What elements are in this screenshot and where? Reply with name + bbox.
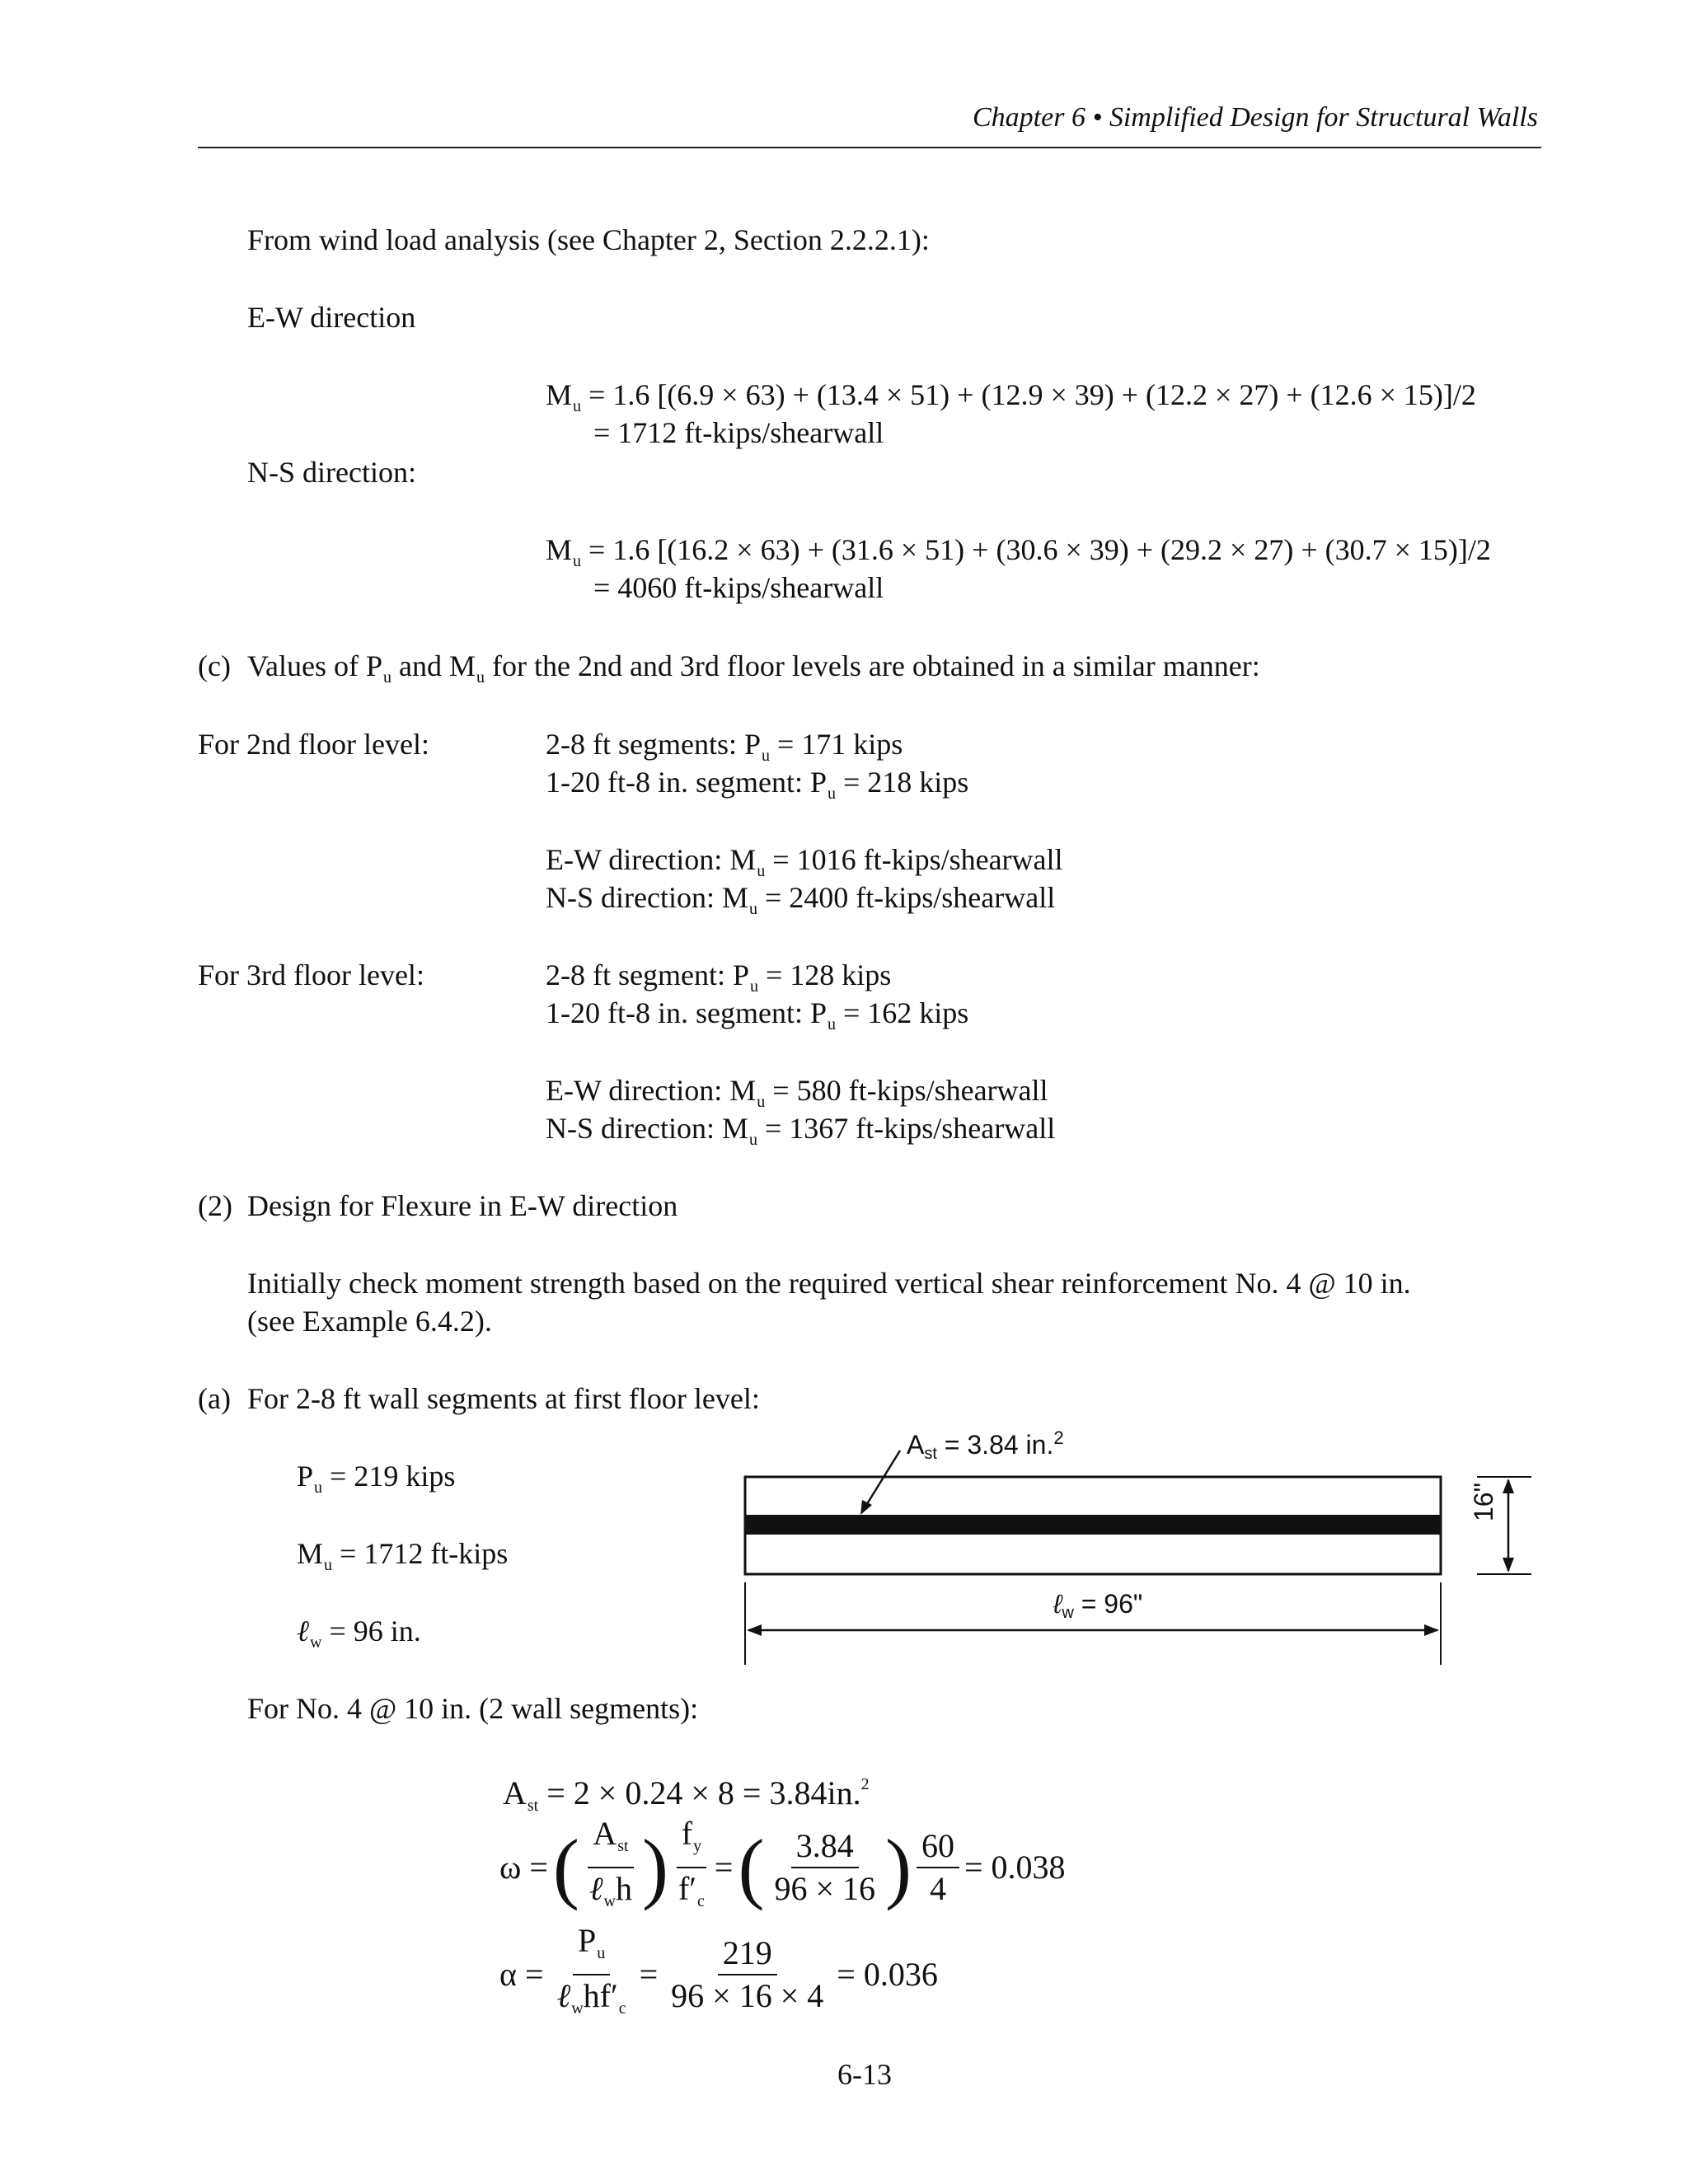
wall-section-diagram: [725, 1418, 1533, 1681]
lw-value: ℓ$_w$ = 96 in.: [297, 1615, 421, 1652]
floor2-line4: N-S direction: $M_u = 2400$ ft-kips/shearwall: [546, 881, 1056, 918]
ew-mu-line2: = 1712 ft-kips/shearwall: [593, 416, 884, 449]
ns-mu-line2: = 4060 ft-kips/shearwall: [593, 571, 884, 604]
ew-direction-label: E-W direction: [247, 301, 416, 334]
ns-mu-line1: $M_u = 1.6$ [(16.2 × 63) + (31.6 × 51) + (30.6 × 39) + (29.2 × 27) + (30.7 × 15)]/2: [546, 533, 1491, 570]
ast-equation: $A_{st} = 2 \times 0.24 \times 8 = 3.84in.^2$: [503, 1774, 870, 1815]
pu-value: $P_u = 219$ kips: [297, 1460, 456, 1497]
page-number: 6-13: [837, 2058, 892, 2091]
mu-value: $M_u = 1712$ ft-kips: [297, 1537, 509, 1574]
part2-body-line1: Initially check moment strength based on the required vertical shear reinforcement No. 4 @ 10 in.: [247, 1267, 1411, 1300]
intro-text: From wind load analysis (see Chapter 2, Section 2.2.2.1):: [247, 223, 930, 256]
for-no4-text: For No. 4 @ 10 in. (2 wall segments):: [247, 1692, 699, 1725]
header-rule: [198, 147, 1541, 148]
part2-title: Design for Flexure in E-W direction: [247, 1189, 678, 1222]
part2-label: (2): [198, 1189, 232, 1222]
floor2-line2: 1-20 ft-8 in. segment: $P_u = 218$ kips: [546, 766, 969, 803]
running-header: Chapter 6 • Simplified Design for Structural Walls: [973, 102, 1538, 133]
floor2-line1: 2-8 ft segments: $P_u = 171$ kips: [546, 728, 903, 765]
floor3-line4: N-S direction: $M_u = 1367$ ft-kips/shearwall: [546, 1112, 1056, 1149]
ew-mu-line1: $M_u = 1.6$ [(6.9 × 63) + (13.4 × 51) + (12.9 × 39) + (12.2 × 27) + (12.6 × 15)]/2: [546, 378, 1476, 415]
part-c-text: Values of $P_u$ and $M_u$ for the 2nd and 3rd floor levels are obtained in a similar manner:: [247, 649, 1260, 687]
ast-diagram-label: $A_{st} = 3.84$ in.$^2$: [907, 1427, 1064, 1463]
floor3-label: For 3rd floor level:: [198, 958, 424, 991]
alpha-equation: α = $\frac{P_u}{\ell_whf'_c}$ = $\frac{219}{96 \times 16 \times 4}$ = 0.036: [499, 1922, 938, 2018]
part-c-label: (c): [198, 649, 231, 682]
part-a-title: For 2-8 ft wall segments at first floor level:: [247, 1382, 760, 1415]
lw-diagram-label: ℓ$_w$ = 96": [1053, 1589, 1143, 1622]
floor3-line1: 2-8 ft segment: $P_u = 128$ kips: [546, 958, 892, 996]
part2-body-line2: (see Example 6.4.2).: [247, 1305, 492, 1338]
omega-equation: ω = ( $\frac{A_{st}}{\ell_wh}$ ) $\frac{f_y}{f'_c}$ = ( $\frac{3.84}{96 \times 16}$ ) $\frac{60}{4}$ = 0.038: [499, 1815, 1066, 1911]
floor2-label: For 2nd floor level:: [198, 728, 429, 761]
floor2-line3: E-W direction: $M_u = 1016$ ft-kips/shearwall: [546, 843, 1063, 880]
floor3-line2: 1-20 ft-8 in. segment: $P_u = 162$ kips: [546, 996, 969, 1033]
reinforcement-band: [745, 1515, 1441, 1535]
part-a-label: (a): [198, 1382, 231, 1415]
depth-label: 16": [1469, 1483, 1498, 1521]
floor3-line3: E-W direction: $M_u = 580$ ft-kips/shearwall: [546, 1074, 1048, 1111]
ns-direction-label: N-S direction:: [247, 456, 416, 489]
